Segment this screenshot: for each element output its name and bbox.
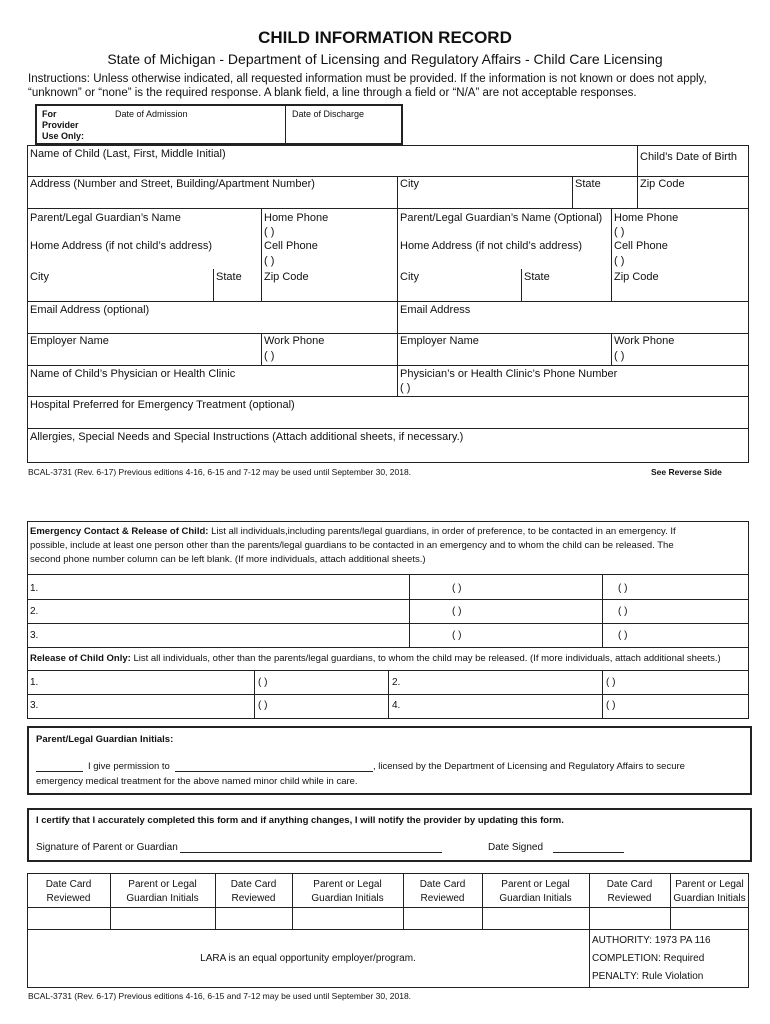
- review-col-5-header: Date Card Reviewed: [419, 879, 466, 904]
- release-phone-1[interactable]: ( ): [258, 677, 268, 688]
- form-title: CHILD INFORMATION RECORD: [258, 28, 512, 47]
- review-col-4-header: Parent or Legal Guardian Initials: [311, 879, 384, 904]
- guardian-1-name-field[interactable]: Parent/Legal Guardian’s Name: [30, 212, 181, 224]
- review-col-2-header: Parent or Legal Guardian Initials: [126, 879, 199, 904]
- equal-opportunity-statement: LARA is an equal opportunity employer/program.: [200, 953, 416, 964]
- review-col-7-header: Date Card Reviewed: [606, 879, 653, 904]
- guardian-2-zip-field[interactable]: Zip Code: [614, 271, 659, 283]
- guardian-1-employer-field[interactable]: Employer Name: [30, 335, 109, 347]
- provider-name-blank[interactable]: [175, 771, 373, 772]
- child-name-field[interactable]: Name of Child (Last, First, Middle Initial): [30, 148, 226, 160]
- release-row-1[interactable]: 1.: [30, 677, 39, 688]
- guardian-2-employer-field[interactable]: Employer Name: [400, 335, 479, 347]
- guardian-1-work-phone-field[interactable]: Work Phone: [264, 335, 325, 347]
- completion-text: COMPLETION: Required: [592, 953, 705, 964]
- guardian-2-home-phone-field[interactable]: Home Phone: [614, 212, 679, 224]
- penalty-text: PENALTY: Rule Violation: [592, 971, 704, 982]
- guardian-1-cell-phone-field[interactable]: Cell Phone: [264, 240, 318, 252]
- date-of-discharge-field[interactable]: Date of Discharge: [292, 109, 365, 119]
- initials-blank[interactable]: [36, 771, 83, 772]
- guardian-1-zip-field[interactable]: Zip Code: [264, 271, 309, 283]
- guardian-2-state-field[interactable]: State: [524, 271, 550, 283]
- hospital-field[interactable]: Hospital Preferred for Emergency Treatment (optional): [30, 399, 295, 411]
- emergency-phone-1b[interactable]: ( ): [618, 583, 628, 594]
- review-col-6-header: Parent or Legal Guardian Initials: [499, 879, 572, 904]
- review-col-3-header: Date Card Reviewed: [230, 879, 277, 904]
- release-of-child-instructions: Release of Child Only: List all individuals, other than the parents/legal guardians, to whom the child may be released. (If more individuals, attach additional sheets.): [30, 653, 721, 664]
- emergency-contact-instructions: Emergency Contact & Release of Child: List all individuals,including parents/legal guardians, in order of preference, to be contacted in an emergency. If possible, include at least one person other than the parents/legal guardians to be contacted in an emergency and to whom the child can be released. The second phone number column can be left blank. (If more individuals, attach additional sheets.): [30, 526, 676, 565]
- review-col-1-header: Date Card Reviewed: [45, 879, 92, 904]
- child-dob-field[interactable]: Child’s Date of Birth: [640, 151, 738, 163]
- guardian-1-home-phone-field[interactable]: Home Phone: [264, 212, 329, 224]
- provider-label: For: [42, 109, 57, 119]
- initials-heading: Parent/Legal Guardian Initials:: [36, 734, 174, 745]
- revision-note-top: BCAL-3731 (Rev. 6-17) Previous editions 4-16, 6-15 and 7-12 may be used until September 30, 2018.: [28, 467, 412, 477]
- certification-statement: I certify that I accurately completed this form and if anything changes, I will notify the provider by updating this form.: [36, 815, 564, 826]
- form-subtitle: State of Michigan - Department of Licensing and Regulatory Affairs - Child Care Licensing: [107, 51, 663, 67]
- emergency-contact-row-3[interactable]: 3.: [30, 630, 39, 641]
- physician-phone-field[interactable]: Physician’s or Health Clinic’s Phone Number: [400, 368, 618, 380]
- guardian-1-email-field[interactable]: Email Address (optional): [30, 304, 150, 316]
- release-row-4[interactable]: 4.: [392, 700, 401, 711]
- child-address-field[interactable]: Address (Number and Street, Building/Apartment Number): [30, 178, 315, 190]
- guardian-2-name-field[interactable]: Parent/Legal Guardian’s Name (Optional): [400, 212, 603, 224]
- signature-line[interactable]: [180, 852, 442, 853]
- release-phone-2[interactable]: ( ): [606, 677, 616, 688]
- guardian-2-work-phone-field[interactable]: Work Phone: [614, 335, 675, 347]
- guardian-1-state-field[interactable]: State: [216, 271, 242, 283]
- child-zip-field[interactable]: Zip Code: [640, 178, 685, 190]
- release-row-3[interactable]: 3.: [30, 700, 39, 711]
- release-phone-4[interactable]: ( ): [606, 700, 616, 711]
- child-state-field[interactable]: State: [575, 178, 601, 190]
- emergency-contact-row-1[interactable]: 1.: [30, 583, 39, 594]
- date-of-admission-field[interactable]: Date of Admission: [115, 109, 188, 119]
- guardian-2-email-field[interactable]: Email Address: [400, 304, 471, 316]
- emergency-phone-1a[interactable]: ( ): [452, 583, 462, 594]
- guardian-2-home-address-field[interactable]: Home Address (if not child’s address): [400, 240, 582, 252]
- emergency-phone-3b[interactable]: ( ): [618, 630, 628, 641]
- guardian-2-cell-phone-field[interactable]: Cell Phone: [614, 240, 668, 252]
- review-col-8-header: Parent or Legal Guardian Initials: [673, 879, 746, 904]
- instructions-line-2: “unknown” or “none” is the required response. A blank field, a line through a field or “N/A” are not acceptable responses.: [28, 87, 637, 99]
- date-signed-line[interactable]: [553, 852, 624, 853]
- guardian-1-home-address-field[interactable]: Home Address (if not child’s address): [30, 240, 212, 252]
- release-row-2[interactable]: 2.: [392, 677, 401, 688]
- revision-note-bottom: BCAL-3731 (Rev. 6-17) Previous editions 4-16, 6-15 and 7-12 may be used until September 30, 2018.: [28, 991, 412, 1001]
- emergency-phone-3a[interactable]: ( ): [452, 630, 462, 641]
- child-city-field[interactable]: City: [400, 178, 419, 190]
- emergency-phone-2b[interactable]: ( ): [618, 606, 628, 617]
- guardian-2-city-field[interactable]: City: [400, 271, 419, 283]
- emergency-phone-2a[interactable]: ( ): [452, 606, 462, 617]
- guardian-1-city-field[interactable]: City: [30, 271, 49, 283]
- physician-field[interactable]: Name of Child’s Physician or Health Clinic: [30, 368, 236, 380]
- allergies-field[interactable]: Allergies, Special Needs and Special Instructions (Attach additional sheets, if necessary.): [30, 431, 464, 443]
- authority-text: AUTHORITY: 1973 PA 116: [592, 935, 711, 946]
- see-reverse-side: See Reverse Side: [651, 467, 722, 477]
- instructions-line-1: Instructions: Unless otherwise indicated, all requested information must be provided. If the information is not known or does not apply,: [28, 73, 707, 85]
- release-phone-3[interactable]: ( ): [258, 700, 268, 711]
- emergency-contact-row-2[interactable]: 2.: [30, 606, 39, 617]
